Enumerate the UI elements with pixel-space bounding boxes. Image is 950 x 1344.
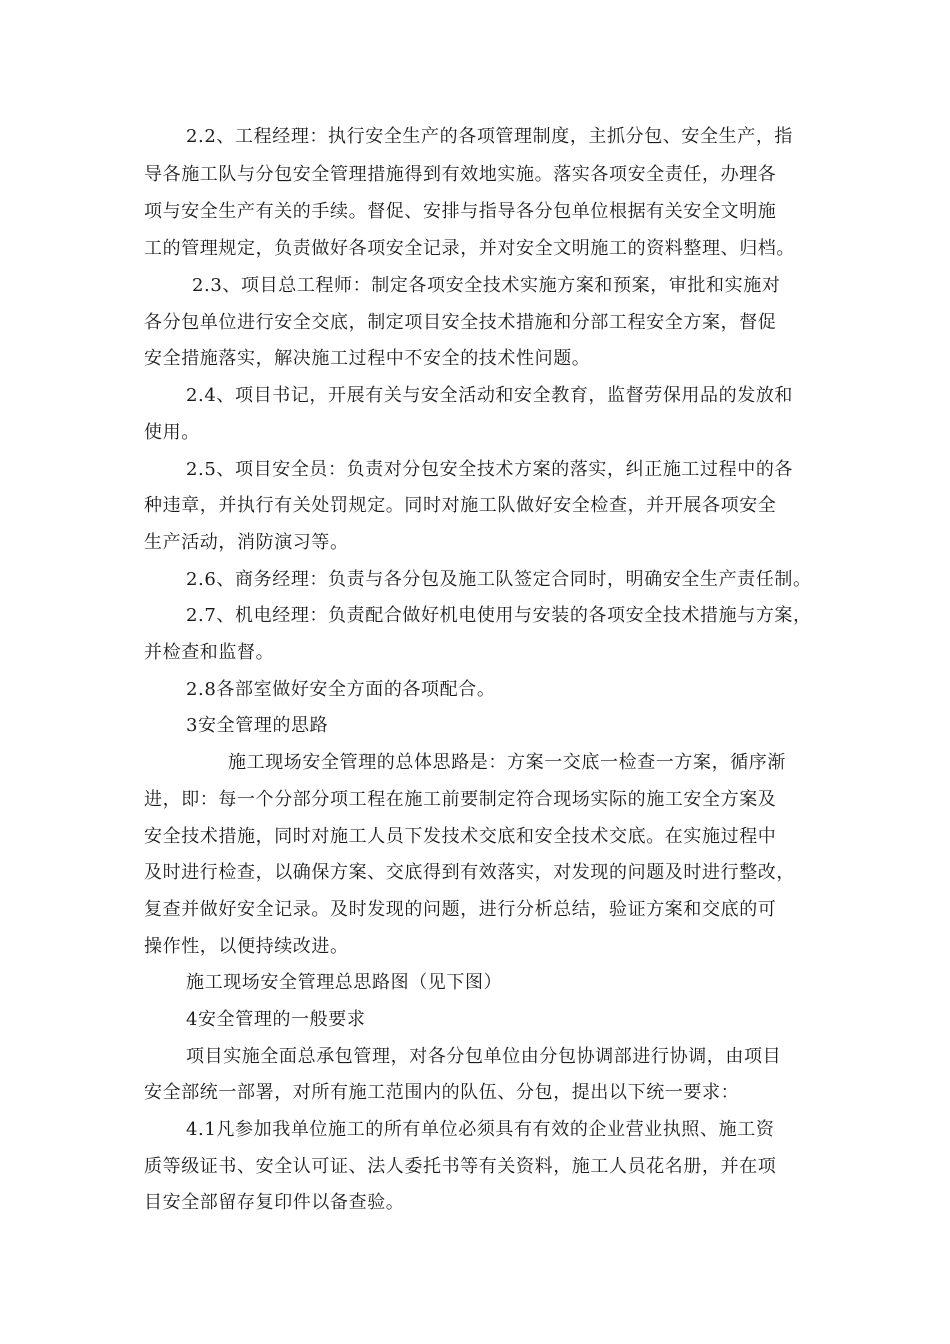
paragraph-line: 质等级证书、安全认可证、法人委托书等有关资料，施工人员花名册，并在项 — [144, 1156, 777, 1177]
section-heading: 3安全管理的思路 — [186, 715, 329, 736]
paragraph-line: 进，即：每一个分部分项工程在施工前要制定符合现场实际的施工安全方案及 — [144, 789, 777, 810]
paragraph-line: 2.3、项目总工程师：制定各项安全技术实施方案和预案，审批和实施对 — [192, 275, 781, 296]
paragraph-line: 项与安全生产有关的手续。督促、安排与指导各分包单位根据有关安全文明施 — [144, 201, 777, 222]
paragraph-line: 使用。 — [144, 422, 200, 443]
paragraph-line: 安全部统一部署，对所有施工范围内的队伍、分包，提出以下统一要求： — [144, 1082, 740, 1103]
paragraph-line: 2.2、工程经理：执行安全生产的各项管理制度，主抓分包、安全生产，指 — [186, 126, 794, 147]
paragraph-line: 2.4、项目书记，开展有关与安全活动和安全教育，监督劳保用品的发放和 — [186, 385, 794, 406]
paragraph-line: 及时进行检查，以确保方案、交底得到有效落实，对发现的问题及时进行整改， — [144, 862, 795, 883]
paragraph-line: 施工现场安全管理的总体思路是：方案一交底一检查一方案，循序渐 — [228, 752, 786, 773]
paragraph-line: 4.1凡参加我单位施工的所有单位必须具有有效的企业营业执照、施工资 — [186, 1119, 775, 1140]
paragraph-line: 工的管理规定，负责做好各项安全记录，并对安全文明施工的资料整理、归档。 — [144, 238, 795, 259]
paragraph-line: 导各施工队与分包安全管理措施得到有效地实施。落实各项安全责任，办理各 — [144, 164, 777, 185]
paragraph-line: 项目实施全面总承包管理，对各分包单位由分包协调部进行协调，由项目 — [186, 1046, 782, 1067]
paragraph-line: 生产活动，消防演习等。 — [144, 532, 349, 553]
paragraph-line: 2.8各部室做好安全方面的各项配合。 — [186, 679, 496, 700]
paragraph-line: 种违章，并执行有关处罚规定。同时对施工队做好安全检查，并开展各项安全 — [144, 495, 777, 516]
paragraph-line: 2.6、商务经理：负责与各分包及施工队签定合同时，明确安全生产责任制。 — [186, 569, 812, 590]
paragraph-line: 复查并做好安全记录。及时发现的问题，进行分析总结，验证方案和交底的可 — [144, 899, 777, 920]
paragraph-line: 并检查和监督。 — [144, 642, 275, 663]
paragraph-line: 各分包单位进行安全交底，制定项目安全技术措施和分部工程安全方案，督促 — [144, 312, 777, 333]
paragraph-line: 施工现场安全管理总思路图（见下图） — [186, 972, 503, 993]
paragraph-line: 2.5、项目安全员：负责对分包安全技术方案的落实，纠正施工过程中的各 — [186, 459, 794, 480]
paragraph-line: 安全措施落实，解决施工过程中不安全的技术性问题。 — [144, 348, 591, 369]
paragraph-line: 2.7、机电经理：负责配合做好机电使用与安装的各项安全技术措施与方案， — [186, 605, 812, 626]
paragraph-line: 操作性，以便持续改进。 — [144, 936, 349, 957]
paragraph-line: 安全技术措施，同时对施工人员下发技术交底和安全技术交底。在实施过程中 — [144, 826, 777, 847]
paragraph-line: 目安全部留存复印件以备查验。 — [144, 1192, 405, 1213]
section-heading: 4安全管理的一般要求 — [186, 1009, 366, 1030]
